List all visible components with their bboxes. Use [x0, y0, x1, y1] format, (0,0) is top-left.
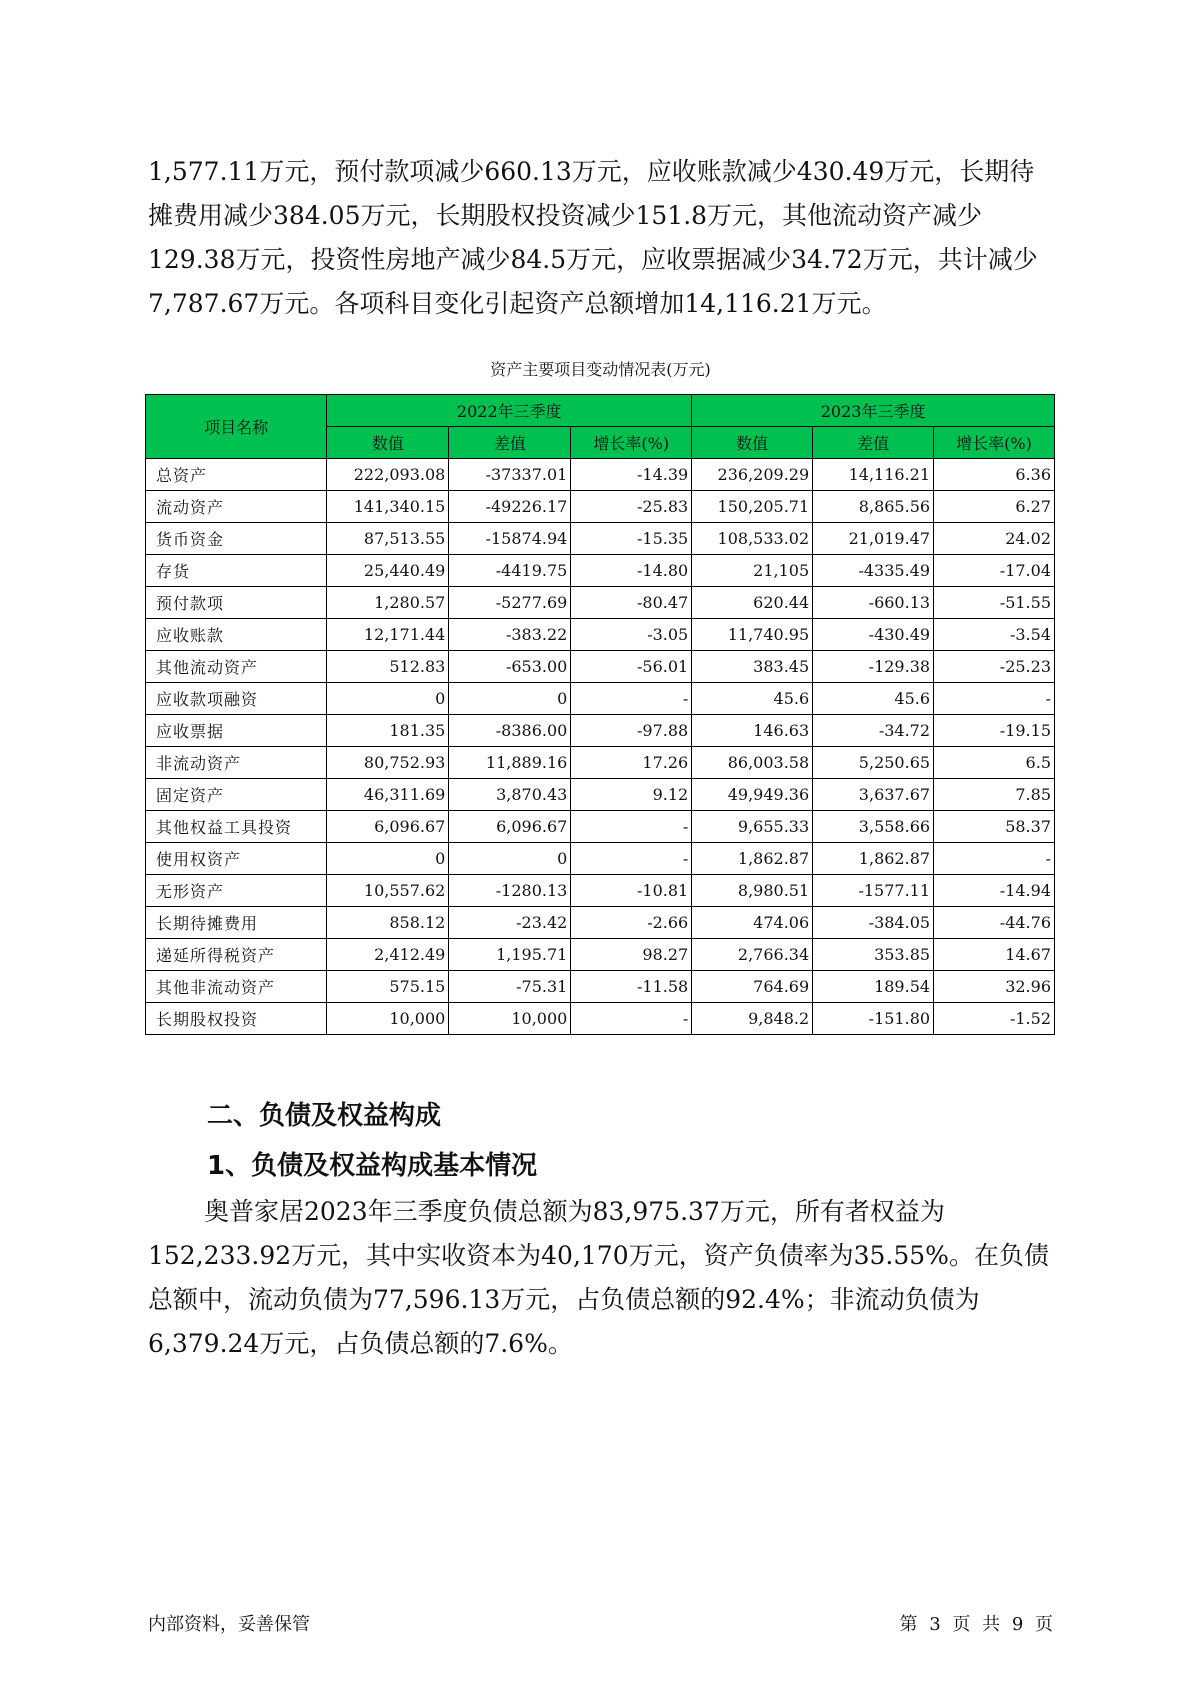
row-value-cell: 858.12	[327, 907, 449, 939]
asset-change-table	[145, 394, 1055, 1035]
row-item-name: 应收账款	[146, 619, 327, 651]
table-row	[146, 491, 1055, 523]
row-value-cell: 8,865.56	[813, 491, 934, 523]
row-value-cell: 45.6	[692, 683, 813, 715]
table-row	[146, 875, 1055, 907]
row-value-cell: -1.52	[934, 1003, 1055, 1035]
row-value-cell: 10,000	[449, 1003, 571, 1035]
row-value-cell: 10,000	[327, 1003, 449, 1035]
row-value-cell: 474.06	[692, 907, 813, 939]
row-value-cell: 14.67	[934, 939, 1055, 971]
table-caption: 资产主要项目变动情况表(万元)	[490, 360, 711, 379]
row-value-cell: -44.76	[934, 907, 1055, 939]
subsection-heading: 1、负债及权益构成基本情况	[207, 1151, 538, 1181]
row-value-cell: -383.22	[449, 619, 571, 651]
table-row	[146, 907, 1055, 939]
row-value-cell: 764.69	[692, 971, 813, 1003]
row-value-cell: -	[571, 843, 692, 875]
row-value-cell: 6.36	[934, 459, 1055, 491]
row-value-cell: 575.15	[327, 971, 449, 1003]
row-value-cell: 21,105	[692, 555, 813, 587]
row-value-cell: -	[571, 811, 692, 843]
row-value-cell: -129.38	[813, 651, 934, 683]
row-item-name: 预付款项	[146, 587, 327, 619]
header-growth-2022: 增长率(%)	[571, 427, 692, 459]
row-value-cell: -56.01	[571, 651, 692, 683]
row-value-cell: -75.31	[449, 971, 571, 1003]
row-value-cell: 150,205.71	[692, 491, 813, 523]
row-value-cell: 383.45	[692, 651, 813, 683]
row-value-cell: 8,980.51	[692, 875, 813, 907]
row-value-cell: 11,889.16	[449, 747, 571, 779]
row-value-cell: -660.13	[813, 587, 934, 619]
row-value-cell: -10.81	[571, 875, 692, 907]
row-value-cell: -11.58	[571, 971, 692, 1003]
header-growth-2023: 增长率(%)	[934, 427, 1055, 459]
table-row	[146, 619, 1055, 651]
row-item-name: 无形资产	[146, 875, 327, 907]
table-body	[146, 459, 1055, 1035]
row-value-cell: -430.49	[813, 619, 934, 651]
row-value-cell: -	[571, 683, 692, 715]
row-value-cell: 9,655.33	[692, 811, 813, 843]
row-value-cell: 10,557.62	[327, 875, 449, 907]
row-value-cell: -14.94	[934, 875, 1055, 907]
header-year-2023: 2023年三季度	[692, 395, 1055, 427]
footer-confidential-note: 内部资料，妥善保管	[148, 1614, 310, 1635]
row-value-cell: 222,093.08	[327, 459, 449, 491]
table-row	[146, 683, 1055, 715]
row-value-cell: -384.05	[813, 907, 934, 939]
row-value-cell: -2.66	[571, 907, 692, 939]
row-value-cell: 6,096.67	[327, 811, 449, 843]
table-row	[146, 651, 1055, 683]
row-value-cell: 49,949.36	[692, 779, 813, 811]
table-row	[146, 811, 1055, 843]
header-item-name: 项目名称	[146, 395, 327, 459]
row-value-cell: 32.96	[934, 971, 1055, 1003]
row-item-name: 货币资金	[146, 523, 327, 555]
row-value-cell: -	[934, 683, 1055, 715]
row-value-cell: 2,766.34	[692, 939, 813, 971]
row-value-cell: 0	[449, 683, 571, 715]
row-value-cell: -15874.94	[449, 523, 571, 555]
row-value-cell: 1,862.87	[692, 843, 813, 875]
row-value-cell: -25.23	[934, 651, 1055, 683]
row-value-cell: 3,637.67	[813, 779, 934, 811]
row-value-cell: -3.05	[571, 619, 692, 651]
table-row	[146, 843, 1055, 875]
table-row	[146, 1003, 1055, 1035]
row-item-name: 总资产	[146, 459, 327, 491]
row-value-cell: 108,533.02	[692, 523, 813, 555]
row-item-name: 应收票据	[146, 715, 327, 747]
header-year-2022: 2022年三季度	[327, 395, 692, 427]
row-value-cell: -80.47	[571, 587, 692, 619]
row-item-name: 应收款项融资	[146, 683, 327, 715]
row-value-cell: 236,209.29	[692, 459, 813, 491]
row-value-cell: 9,848.2	[692, 1003, 813, 1035]
row-value-cell: -4419.75	[449, 555, 571, 587]
row-value-cell: 181.35	[327, 715, 449, 747]
row-value-cell: 25,440.49	[327, 555, 449, 587]
table-row	[146, 459, 1055, 491]
row-value-cell: 1,862.87	[813, 843, 934, 875]
row-value-cell: 620.44	[692, 587, 813, 619]
table-row	[146, 715, 1055, 747]
row-item-name: 使用权资产	[146, 843, 327, 875]
body-paragraph-bottom: 奥普家居2023年三季度负债总额为83,975.37万元，所有者权益为152,233.92万元，其中实收资本为40,170万元，资产负债率为35.55%。在负债总额中，流动负债为77,596.13万元，占负债总额的92.4%；非流动负债为6,379.24万元，占负债总额的7.6%。	[148, 1197, 1049, 1358]
row-value-cell: 45.6	[813, 683, 934, 715]
row-value-cell: 9.12	[571, 779, 692, 811]
table-row	[146, 747, 1055, 779]
row-value-cell: 58.37	[934, 811, 1055, 843]
row-item-name: 非流动资产	[146, 747, 327, 779]
table-row	[146, 587, 1055, 619]
row-value-cell: 141,340.15	[327, 491, 449, 523]
row-value-cell: 5,250.65	[813, 747, 934, 779]
row-value-cell: 7.85	[934, 779, 1055, 811]
row-value-cell: 80,752.93	[327, 747, 449, 779]
row-value-cell: 46,311.69	[327, 779, 449, 811]
row-value-cell: -1577.11	[813, 875, 934, 907]
row-value-cell: 6.27	[934, 491, 1055, 523]
row-value-cell: 12,171.44	[327, 619, 449, 651]
row-value-cell: 17.26	[571, 747, 692, 779]
row-value-cell: -8386.00	[449, 715, 571, 747]
row-value-cell: -14.80	[571, 555, 692, 587]
row-value-cell: 353.85	[813, 939, 934, 971]
row-value-cell: -1280.13	[449, 875, 571, 907]
row-value-cell: 0	[449, 843, 571, 875]
body-paragraph-top: 1,577.11万元，预付款项减少660.13万元，应收账款减少430.49万元，长期待摊费用减少384.05万元，长期股权投资减少151.8万元，其他流动资产减少129.38万元，投资性房地产减少84.5万元，应收票据减少34.72万元，共计减少7,787.67万元。各项科目变化引起资产总额增加14,116.21万元。	[148, 157, 1038, 318]
row-value-cell: -	[571, 1003, 692, 1035]
row-value-cell: 1,195.71	[449, 939, 571, 971]
table-row	[146, 939, 1055, 971]
row-value-cell: 146.63	[692, 715, 813, 747]
header-value-2023: 数值	[692, 427, 813, 459]
row-value-cell: 3,558.66	[813, 811, 934, 843]
row-value-cell: 512.83	[327, 651, 449, 683]
row-item-name: 其他非流动资产	[146, 971, 327, 1003]
row-value-cell: 11,740.95	[692, 619, 813, 651]
row-value-cell: -49226.17	[449, 491, 571, 523]
row-item-name: 长期股权投资	[146, 1003, 327, 1035]
row-value-cell: 1,280.57	[327, 587, 449, 619]
table-row	[146, 779, 1055, 811]
row-value-cell: -14.39	[571, 459, 692, 491]
row-item-name: 递延所得税资产	[146, 939, 327, 971]
table-row	[146, 523, 1055, 555]
row-item-name: 长期待摊费用	[146, 907, 327, 939]
row-item-name: 存货	[146, 555, 327, 587]
row-value-cell: -5277.69	[449, 587, 571, 619]
row-value-cell: 189.54	[813, 971, 934, 1003]
table-row	[146, 971, 1055, 1003]
row-value-cell: 87,513.55	[327, 523, 449, 555]
row-value-cell: -	[934, 843, 1055, 875]
row-value-cell: -653.00	[449, 651, 571, 683]
row-item-name: 其他权益工具投资	[146, 811, 327, 843]
row-value-cell: -23.42	[449, 907, 571, 939]
row-value-cell: 0	[327, 843, 449, 875]
row-value-cell: -34.72	[813, 715, 934, 747]
row-value-cell: -15.35	[571, 523, 692, 555]
section-heading: 二、负债及权益构成	[207, 1101, 442, 1131]
row-value-cell: 6,096.67	[449, 811, 571, 843]
row-item-name: 流动资产	[146, 491, 327, 523]
table-row	[146, 555, 1055, 587]
row-item-name: 固定资产	[146, 779, 327, 811]
row-item-name: 其他流动资产	[146, 651, 327, 683]
row-value-cell: 21,019.47	[813, 523, 934, 555]
row-value-cell: 2,412.49	[327, 939, 449, 971]
header-value-2022: 数值	[327, 427, 449, 459]
header-diff-2022: 差值	[449, 427, 571, 459]
row-value-cell: 14,116.21	[813, 459, 934, 491]
row-value-cell: -17.04	[934, 555, 1055, 587]
row-value-cell: -3.54	[934, 619, 1055, 651]
row-value-cell: 24.02	[934, 523, 1055, 555]
header-diff-2023: 差值	[813, 427, 934, 459]
row-value-cell: 0	[327, 683, 449, 715]
row-value-cell: 6.5	[934, 747, 1055, 779]
row-value-cell: -19.15	[934, 715, 1055, 747]
row-value-cell: 3,870.43	[449, 779, 571, 811]
row-value-cell: -37337.01	[449, 459, 571, 491]
row-value-cell: -51.55	[934, 587, 1055, 619]
row-value-cell: -4335.49	[813, 555, 934, 587]
row-value-cell: -25.83	[571, 491, 692, 523]
row-value-cell: 98.27	[571, 939, 692, 971]
row-value-cell: -151.80	[813, 1003, 934, 1035]
row-value-cell: 86,003.58	[692, 747, 813, 779]
footer-page-number: 第 3 页 共 9 页	[899, 1614, 1053, 1635]
row-value-cell: -97.88	[571, 715, 692, 747]
